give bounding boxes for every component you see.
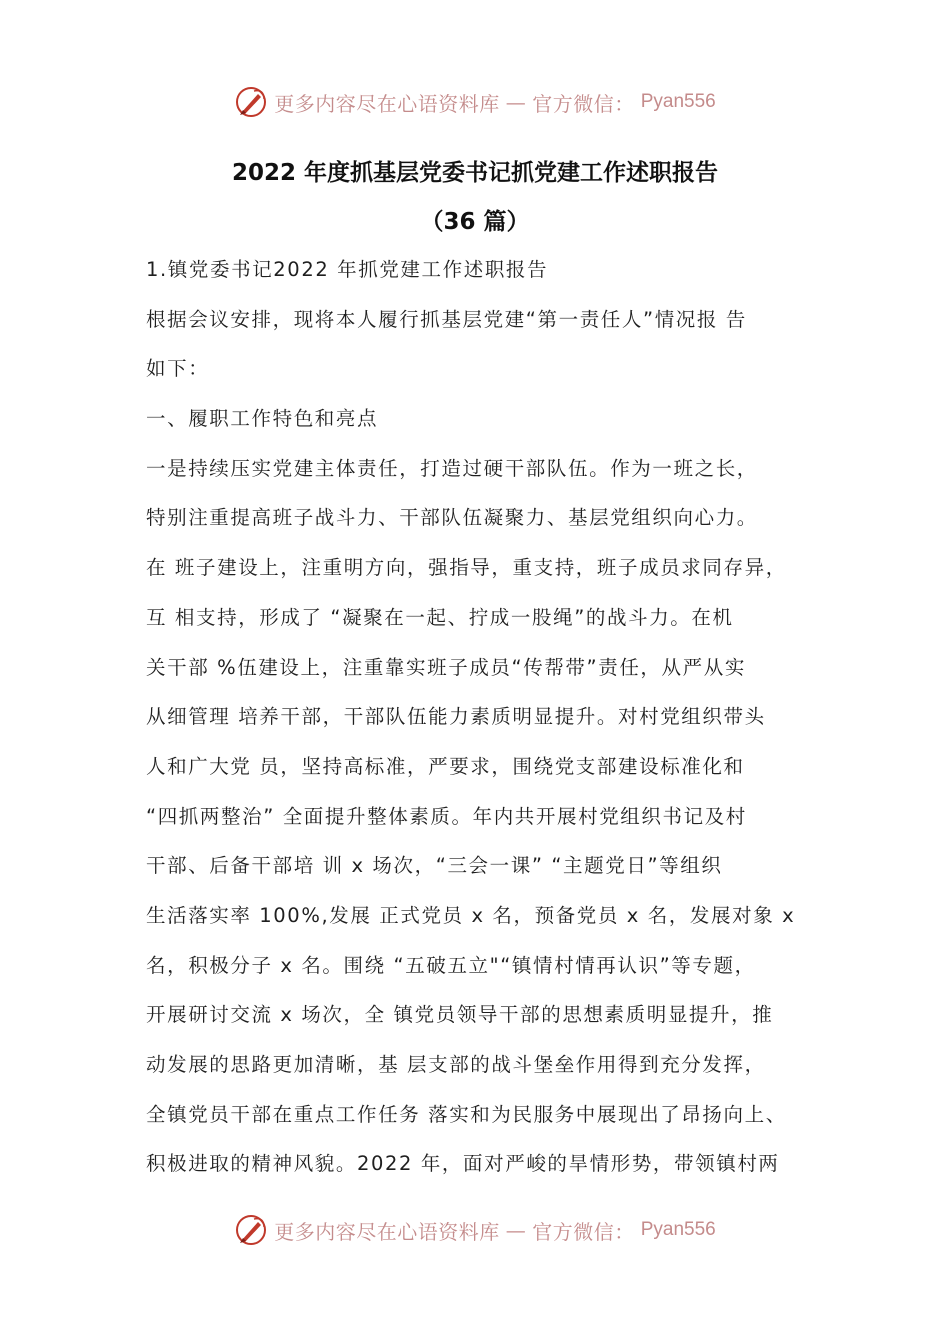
- footer-watermark-banner: [0, 1210, 950, 1250]
- document-body: [146, 252, 836, 1196]
- banner-slogan: 更多内容尽在心语资料库: [274, 91, 500, 116]
- body-line: 1.镇党委书记2022 年抓党建工作述职报告: [146, 258, 549, 281]
- body-line: 一、履职工作特色和亮点: [146, 407, 379, 431]
- body-line: 全镇党员干部在重点工作任务 落实和为民服务中展现出了昂扬向上、: [146, 1102, 787, 1126]
- banner-separator: —: [505, 1218, 527, 1242]
- body-line: 特别注重提高班子战斗力、干部队伍凝聚力、基层党组织向心力。: [146, 506, 758, 530]
- body-line: 一是持续压实党建主体责任，打造过硬干部队伍。作为一班之长，: [146, 456, 758, 480]
- body-line: “四抓两整治” 全面提升整体素质。年内共开展村党组织书记及村: [146, 804, 747, 828]
- header-watermark-banner: [0, 82, 950, 122]
- body-line: 在 班子建设上，注重明方向，强指导，重支持，班子成员求同存异，: [146, 556, 787, 580]
- banner-slogan: 更多内容尽在心语资料库: [274, 1219, 500, 1244]
- banner-official-label: 官方微信：: [532, 91, 635, 116]
- pen-logo-icon: [234, 85, 268, 119]
- banner-wechat-id: Pyan556: [640, 1219, 716, 1240]
- document-title: 2022 年度抓基层党委书记抓党建工作述职报告: [231, 160, 719, 186]
- body-line: 生活落实率 100%,发展 正式党员 x 名，预备党员 x 名，发展对象 x: [146, 903, 796, 927]
- body-line: 互 相支持，形成了 “凝聚在一起、拧成一股绳”的战斗力。在机: [146, 605, 734, 629]
- body-line: 关干部 %伍建设上，注重靠实班子成员“传帮带”责任，从严从实: [146, 655, 746, 679]
- body-line: 名，积极分子 x 名。围绕 “五破五立"“镇情村情再认识”等专题，: [146, 953, 756, 977]
- pen-logo-icon: [234, 1213, 268, 1247]
- banner-wechat-id: Pyan556: [640, 91, 716, 112]
- body-line: 从细管理 培养干部，干部队伍能力素质明显提升。对村党组织带头: [146, 705, 766, 729]
- body-line: 积极进取的精神风貌。2022 年，面对严峻的旱情形势，带领镇村两: [146, 1152, 780, 1176]
- body-line: 人和广大党 员，坚持高标准，严要求，围绕党支部建设标准化和: [146, 754, 745, 778]
- body-line: 干部、后备干部培 训 x 场次，“三会一课” “主题党日”等组织: [146, 854, 723, 878]
- body-line: 根据会议安排，现将本人履行抓基层党建“第一责任人”情况报 告: [146, 307, 747, 331]
- body-line: 动发展的思路更加清晰，基 层支部的战斗堡垒作用得到充分发挥，: [146, 1053, 766, 1076]
- banner-separator: —: [505, 90, 527, 114]
- body-line: 如下：: [146, 357, 210, 381]
- body-line: 开展研讨交流 x 场次，全 镇党员领导干部的思想素质明显提升，推: [146, 1003, 774, 1027]
- document-subtitle: （36 篇）: [420, 209, 530, 235]
- banner-official-label: 官方微信：: [532, 1219, 635, 1244]
